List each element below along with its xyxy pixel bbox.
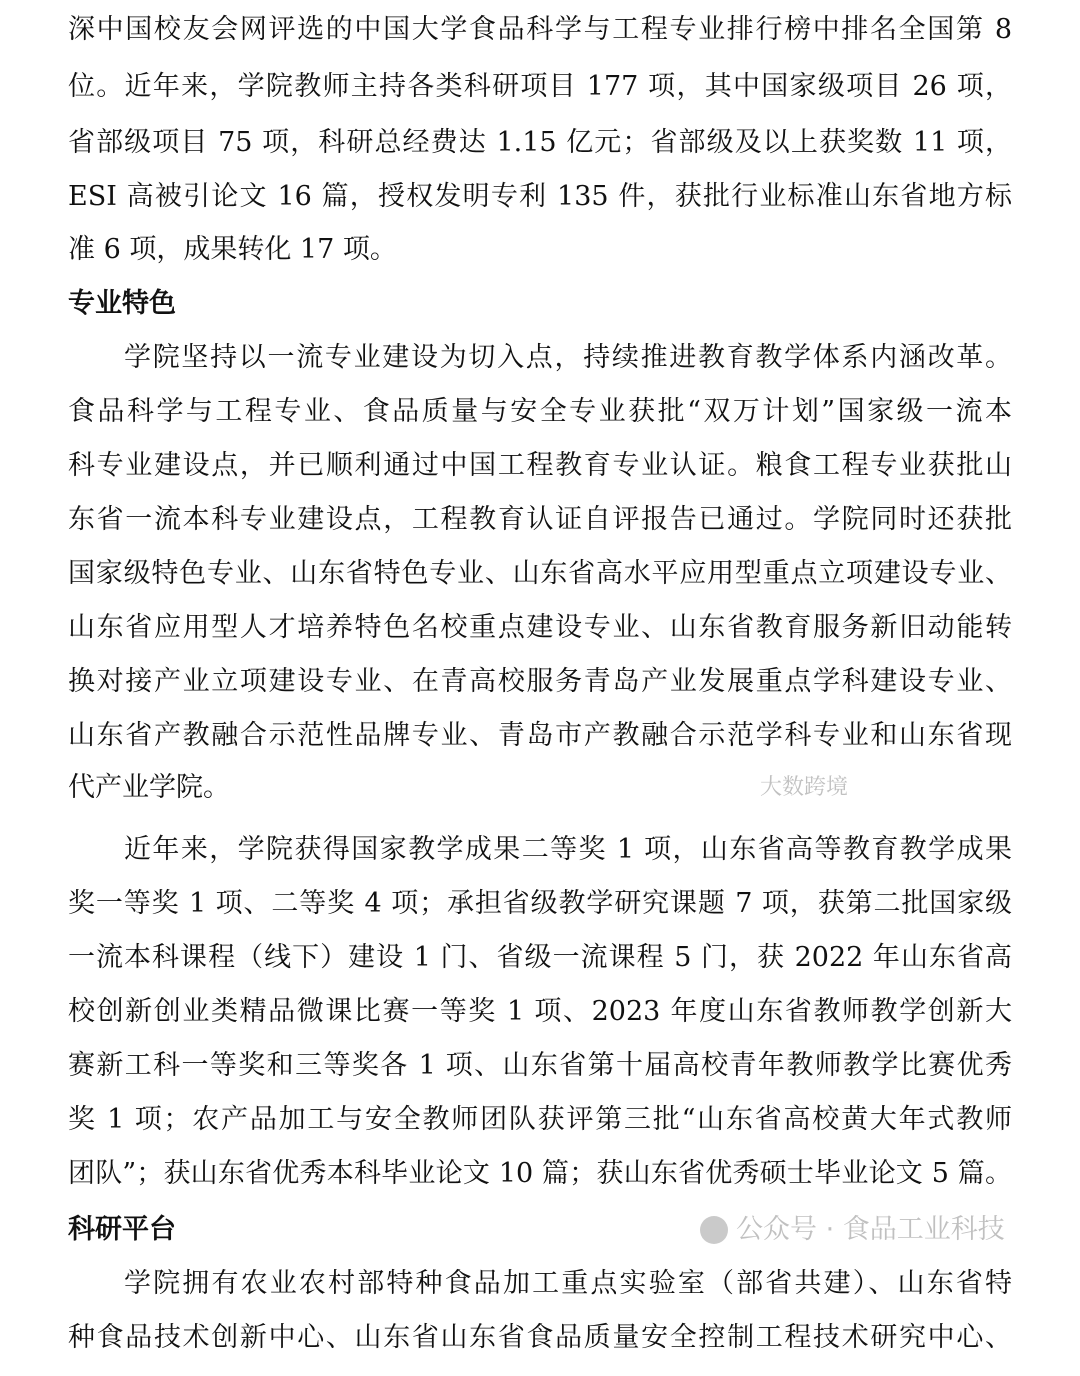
text-line: 位。近年来，学院教师主持各类科研项目 177 项，其中国家级项目 26 项， xyxy=(68,71,1012,102)
text-line: 奖 1 项；农产品加工与安全教师团队获评第三批“山东省高校黄大年式教师 xyxy=(68,1104,1012,1135)
text-line: ESI 高被引论文 16 篇，授权发明专利 135 件，获批行业标准山东省地方标 xyxy=(68,181,1012,212)
text-line: 深中国校友会网评选的中国大学食品科学与工程专业排行榜中排名全国第 8 xyxy=(68,14,1012,45)
text-line: 种食品技术创新中心、山东省山东省食品质量安全控制工程技术研究中心、 xyxy=(68,1322,1012,1353)
watermark-source: 大数跨境 xyxy=(760,775,849,800)
text-line: 山东省产教融合示范性品牌专业、青岛市产教融合示范学科专业和山东省现 xyxy=(68,720,1012,751)
text-line: 一流本科课程（线下）建设 1 门、省级一流课程 5 门，获 2022 年山东省高 xyxy=(68,942,1012,973)
text-line: 团队”；获山东省优秀本科毕业论文 10 篇；获山东省优秀硕士毕业论文 5 篇。 xyxy=(68,1158,1012,1189)
text-line: 赛新工科一等奖和三等奖各 1 项、山东省第十届高校青年教师教学比赛优秀 xyxy=(68,1050,1012,1081)
text-line: 换对接产业立项建设专业、在青高校服务青岛产业发展重点学科建设专业、 xyxy=(68,666,1012,697)
text-line: 近年来，学院获得国家教学成果二等奖 1 项，山东省高等教育教学成果 xyxy=(124,834,1012,865)
text-line: 国家级特色专业、山东省特色专业、山东省高水平应用型重点立项建设专业、 xyxy=(68,558,1012,589)
text-line: 学院拥有农业农村部特种食品加工重点实验室（部省共建）、山东省特 xyxy=(124,1268,1012,1299)
watermark-account xyxy=(700,1212,1005,1248)
section-heading-research: 科研平台 xyxy=(68,1214,176,1245)
text-line: 东省一流本科专业建设点，工程教育认证自评报告已通过。学院同时还获批 xyxy=(68,504,1012,535)
section-heading-features: 专业特色 xyxy=(68,288,176,319)
text-line: 奖一等奖 1 项、二等奖 4 项；承担省级教学研究课题 7 项，获第二批国家级 xyxy=(68,888,1012,919)
text-line: 省部级项目 75 项，科研总经费达 1.15 亿元；省部级及以上获奖数 11 项， xyxy=(68,127,1012,158)
text-line: 代产业学院。 xyxy=(68,772,230,803)
wechat-icon xyxy=(700,1216,728,1244)
watermark-account-text: 公众号 · 食品工业科技 xyxy=(736,1214,1005,1245)
text-line: 校创新创业类精品微课比赛一等奖 1 项、2023 年度山东省教师教学创新大 xyxy=(68,996,1012,1027)
text-line: 食品科学与工程专业、食品质量与安全专业获批“双万计划”国家级一流本 xyxy=(68,396,1012,427)
text-line: 山东省应用型人才培养特色名校重点建设专业、山东省教育服务新旧动能转 xyxy=(68,612,1012,643)
text-line: 科专业建设点，并已顺利通过中国工程教育专业认证。粮食工程专业获批山 xyxy=(68,450,1012,481)
text-line: 准 6 项，成果转化 17 项。 xyxy=(68,234,397,265)
text-line: 学院坚持以一流专业建设为切入点，持续推进教育教学体系内涵改革。 xyxy=(124,342,1012,373)
